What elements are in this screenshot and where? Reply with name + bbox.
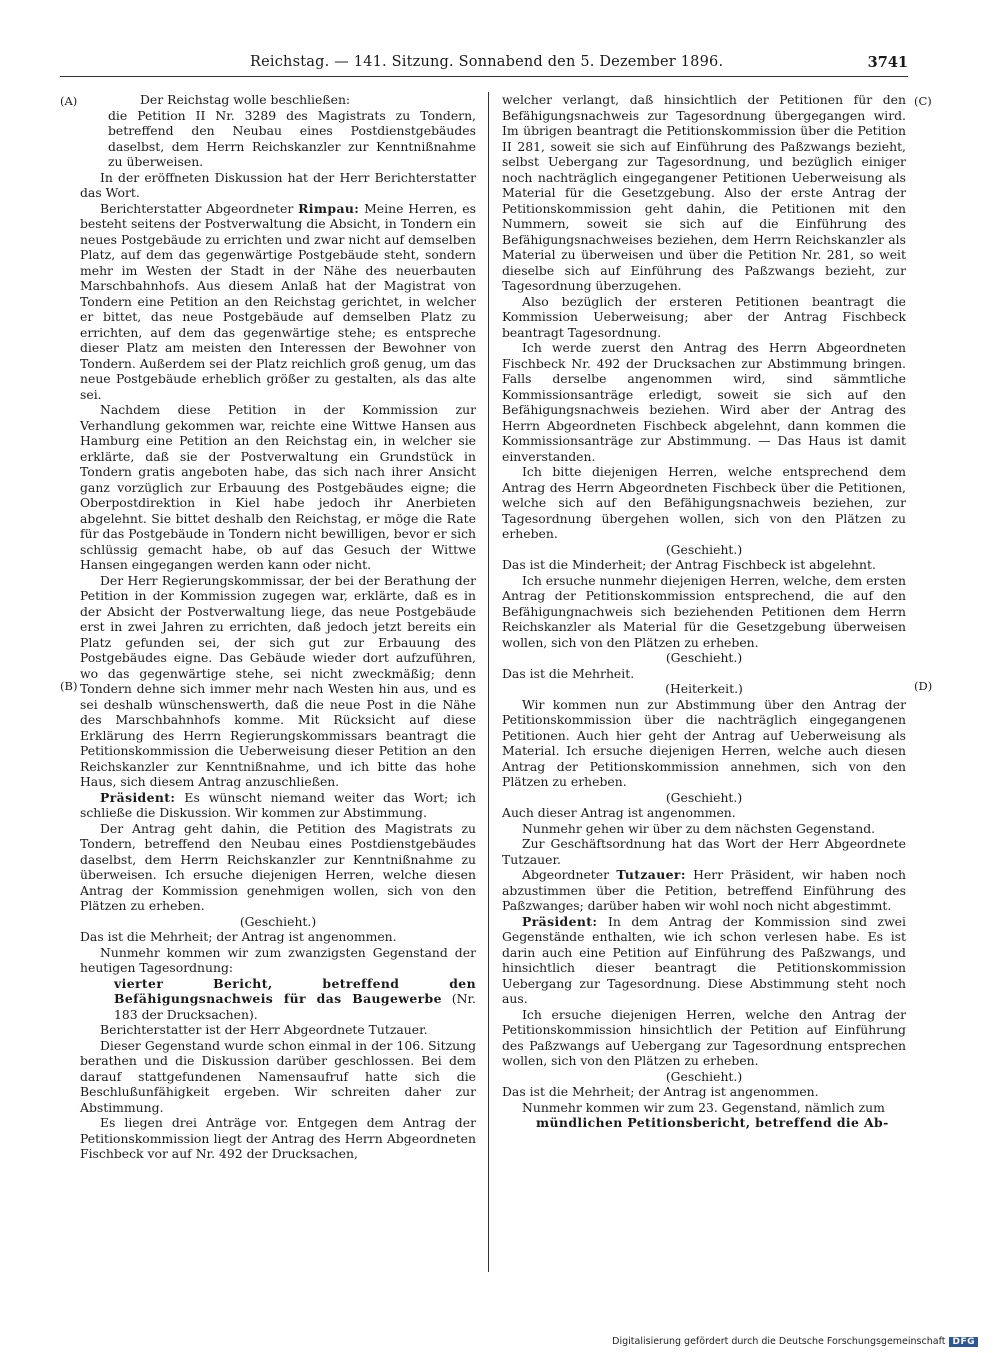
stage-direction: (Geschieht.): [665, 650, 743, 665]
right-column: [502, 92, 906, 1131]
speaker-name: Präsident:: [522, 913, 598, 929]
agenda-title: vierter Bericht, betreffend den Befähigungsnachweis für das Baugewerbe: [114, 975, 476, 1006]
footer-credit: Digitalisierung gefördert durch die Deutsche Forschungsgemeinschaft: [612, 1336, 946, 1347]
paragraph: Nachdem diese Petition in der Kommission zur Verhandlung gekommen war, reichte eine Wittwe Hansen aus Hamburg eine Petition an den Reichstag ein, in welcher sie erklärte, daß sie der Postverwaltung ein Grundstück in Tondern gratis angeboten habe, das sich nach ihrer Ansicht ganz vorzüglich zur Erbauung des Postgebäudes eigne; die Oberpostdirektion in Kiel habe jedoch ihr Anerbieten abgelehnt. Sie bittet deshalb den Reichstag, er möge die Rate für das Postgebäude in Tondern nicht bewilligen, bevor er sich schlüssig gemacht habe, ob auf das Gesuch der Wittwe Hansen eingegangen werden kann oder nicht.: [80, 402, 476, 572]
margin-mark-c: (C): [914, 94, 932, 108]
speech-text: Herr Präsident, wir haben noch abzustimmen über die Petition, betreffend Einführung des Paßzwanges; darüber haben wir wohl noch nicht abgestimmt.: [502, 867, 906, 913]
speech-tutzauer: [502, 867, 906, 914]
speech-rimpau: [80, 201, 476, 403]
paragraph: Das ist die Mehrheit.: [502, 665, 635, 681]
paragraph: Das ist die Mehrheit; der Antrag ist angenommen.: [80, 929, 397, 944]
paragraph: Das ist die Mehrheit; der Antrag ist angenommen.: [502, 1084, 819, 1099]
stage-direction: (Geschieht.): [665, 1068, 743, 1084]
column-divider: [488, 92, 489, 1272]
page-number: 3741: [867, 54, 908, 71]
paragraph: Berichterstatter ist der Herr Abgeordnete Tutzauer.: [100, 1022, 428, 1037]
speaker-intro: Berichterstatter Abgeordneter: [100, 200, 294, 216]
margin-mark-d: (D): [914, 679, 933, 693]
stage-direction: (Geschieht.): [665, 541, 743, 557]
paragraph: Der Herr Regierungskommissar, der bei der Berathung der Petition in der Kommission zugegen war, erklärte, daß es in der Absicht der Postverwaltung liege, das neue Postgebäude erst in zwei Jahren zu errichten, daß jedoch jetzt bereits ein Platz gefunden sei, der sich gut zur Erbauung des Postgebäudes eigne. Das Gebäude wieder dort aufzuführen, wo das gegenwärtige stehe, sei nicht zweckmäßig; denn Tondern dehne sich immer mehr nach Westen hin aus, und es sei deshalb wünschenswerth, daß die neue Post in die Nähe des Marschbahnhofs komme. Mit Rücksicht auf diese Erklärung des Herrn Regierungskommissars beantragt die Petitionskommission die Ueberweisung dieser Petition an den Reichskanzler zur Kenntnißnahme, und ich bitte das hohe Haus, sich diesem Antrag anzuschließen.: [80, 572, 476, 789]
paragraph: Wir kommen nun zur Abstimmung über den Antrag der Petitionskommission über die nachträglich eingegangenen Petitionen. Auch hier geht der Antrag auf Ueberweisung als Material. Ich ersuche diejenigen Herren, welche auch diesen Antrag der Petitionskommission annehmen, sich von den Plätzen zu erheben.: [502, 696, 906, 789]
agenda-item: [502, 1115, 906, 1131]
paragraph: Ich werde zuerst den Antrag des Herrn Abgeordneten Fischbeck Nr. 492 der Drucksachen zur Abstimmung bringen. Falls derselbe angenommen wird, sind sämmtliche Kommissionsanträge erledigt, soweit sie sich auf den Befähigungsnachweis beziehen. Wird aber der Antrag des Herrn Abgeordneten Fischbeck abgelehnt, dann kommen die Kommissionsanträge zur Abstimmung. — Das Haus ist damit einverstanden.: [502, 340, 906, 464]
paragraph: Zur Geschäftsordnung hat das Wort der Herr Abgeordnete Tutzauer.: [502, 836, 906, 867]
speaker-name: Tutzauer:: [616, 867, 686, 882]
speaker-intro: Abgeordneter: [522, 867, 610, 882]
speaker-name: Rimpau:: [298, 200, 360, 216]
paragraph: Dieser Gegenstand wurde schon einmal in der 106. Sitzung berathen und die Diskussion darüber geschlossen. Bei dem darauf stattgefundenen Namensaufruf hatte sich die Beschlußunfähigkeit ergeben. Wir schreiten daher zur Abstimmung.: [80, 1037, 476, 1115]
stage-direction: (Geschieht.): [665, 789, 743, 805]
agenda-title: mündlichen Petitionsbericht, betreffend die Ab-: [536, 1115, 889, 1130]
paragraph: Ich ersuche nunmehr diejenigen Herren, welche, dem ersten Antrag der Petitionskommission entsprechend, die auf den Befähigungnachweis sich beziehenden Petitionen dem Herrn Reichskanzler als Material für die Gesetzgebung überweisen wollen, sich von den Plätzen zu erheben.: [502, 572, 906, 650]
paragraph: Der Antrag geht dahin, die Petition des Magistrats zu Tondern, betreffend den Neubau eines Postdienstgebäudes daselbst, dem Herrn Reichskanzler zur Kenntnißnahme zu überweisen. Ich ersuche diejenigen Herren, welche diesen Antrag der Kommission genehmigen wollen, sich von den Plätzen zu erheben.: [80, 820, 476, 913]
agenda-ref: (Nr. 183 der Drucksachen).: [114, 991, 476, 1022]
speech-text: In dem Antrag der Kommission sind zwei Gegenstände enthalten, wie ich schon verlesen habe. Es ist darin auch eine Petition auf Einführung des Paßzwangs, und hinsichtlich dieser beantragt die Petitionskommission Uebergang zur Tagesordnung. Diese Abstimmung steht noch aus.: [502, 913, 906, 1006]
paragraph: Also bezüglich der ersteren Petitionen beantragt die Kommission Ueberweisung; aber der Antrag Fischbeck beantragt Tagesordnung.: [502, 293, 906, 340]
speech-text: Es wünscht niemand weiter das Wort; ich schließe die Diskussion. Wir kommen zur Abstimmung.: [80, 789, 476, 820]
left-column: [80, 92, 476, 1162]
paragraph: Der Reichstag wolle beschließen:: [140, 92, 351, 107]
paragraph: Nunmehr kommen wir zum zwanzigsten Gegenstand der heutigen Tagesordnung:: [80, 944, 476, 975]
speech-president: [80, 790, 476, 821]
margin-mark-b: (B): [60, 679, 78, 693]
margin-mark-a: (A): [60, 94, 78, 108]
paragraph: In der eröffneten Diskussion hat der Herr Berichterstatter das Wort.: [80, 169, 476, 200]
paragraph: Nunmehr gehen wir über zu dem nächsten Gegenstand.: [522, 820, 876, 836]
paragraph: Nunmehr kommen wir zum 23. Gegenstand, nämlich zum: [522, 1099, 885, 1115]
paragraph: Ich ersuche diejenigen Herren, welche den Antrag der Petitionskommission hinsichtlich der Petition auf Einführung des Paßzwangs auf Uebergang zur Tagesordnung entsprechen wollen, sich von den Plätzen zu erheben.: [502, 1006, 906, 1068]
paragraph: Es liegen drei Anträge vor. Entgegen dem Antrag der Petitionskommission liegt der Antrag des Herrn Abgeordneten Fischbeck vor auf Nr. 492 der Drucksachen,: [80, 1115, 476, 1161]
paragraph: Das ist die Minderheit; der Antrag Fischbeck ist abgelehnt.: [502, 557, 876, 572]
motion-text: die Petition II Nr. 3289 des Magistrats zu Tondern, betreffend den Neubau eines Postdienstgebäudes daselbst, dem Herrn Reichskanzler zur Kenntnißnahme zu überweisen.: [108, 107, 476, 169]
footer: [612, 1336, 978, 1347]
agenda-item: [80, 976, 476, 1023]
paragraph: welcher verlangt, daß hinsichtlich der Petitionen für den Befähigungsnachweis zur Tagesordnung übergegangen wird. Im übrigen beantragt die Petitionskommission über die Petition II 281, soweit sie sich auf Einführung des Paßzwangs bezieht, selbst Uebergang zur Tagesordnung, und bezüglich einiger noch nachträglich eingegangener Petitionen Ueberweisung als Material für die Gesetzgebung. Also der erste Antrag der Petitionskommission geht dahin, die Petitionen mit den Nummern, soweit sie sich auf die Einführung des Befähigungsnachweises beziehen, dem Herrn Reichskanzler als Material zu überweisen und über die Petition Nr. 281, so weit dieselbe sich auf Einführung des Paßzwangs bezieht, zur Tagesordnung überzugehen.: [502, 92, 906, 293]
paragraph: Auch dieser Antrag ist angenommen.: [502, 805, 736, 820]
speaker-name: Präsident:: [100, 789, 176, 805]
page-header: [60, 50, 908, 77]
speech-text: Meine Herren, es besteht seitens der Postverwaltung die Absicht, in Tondern ein neues Postgebäude zu errichten und zwar nicht auf demselben Platz, auf dem das gegenwärtige Postgebäude steht, sondern mehr im Westen der Stadt in der Nähe des neuerbauten Marschbahnhofs. Aus diesem Anlaß hat der Magistrat von Tondern eine Petition an den Reichstag gerichtet, in welcher er bittet, das neue Postgebäude auf demselben Platz zu errichten, auf dem das gegenwärtige stehe; es entspreche dieser Platz am meisten den Interessen der Bewohner von Tondern. Außerdem sei der Platz reichlich groß genug, um das neue Postgebäude erheblich größer zu gestalten, als das alte sei.: [80, 200, 476, 402]
speech-president: [502, 914, 906, 1007]
stage-direction: (Heiterkeit.): [665, 681, 743, 696]
header-title: Reichstag. — 141. Sitzung. Sonnabend den 5. Dezember 1896.: [250, 54, 724, 70]
stage-direction: (Geschieht.): [239, 913, 317, 929]
paragraph: Ich bitte diejenigen Herren, welche entsprechend dem Antrag des Herrn Abgeordneten Fischbeck über die Petitionen, welche sich auf den Befähigungsnachweis beziehen, zur Tagesordnung übergehen wollen, sich von den Plätzen zu erheben.: [502, 464, 906, 541]
dfg-logo-icon: DFG: [949, 1337, 978, 1347]
